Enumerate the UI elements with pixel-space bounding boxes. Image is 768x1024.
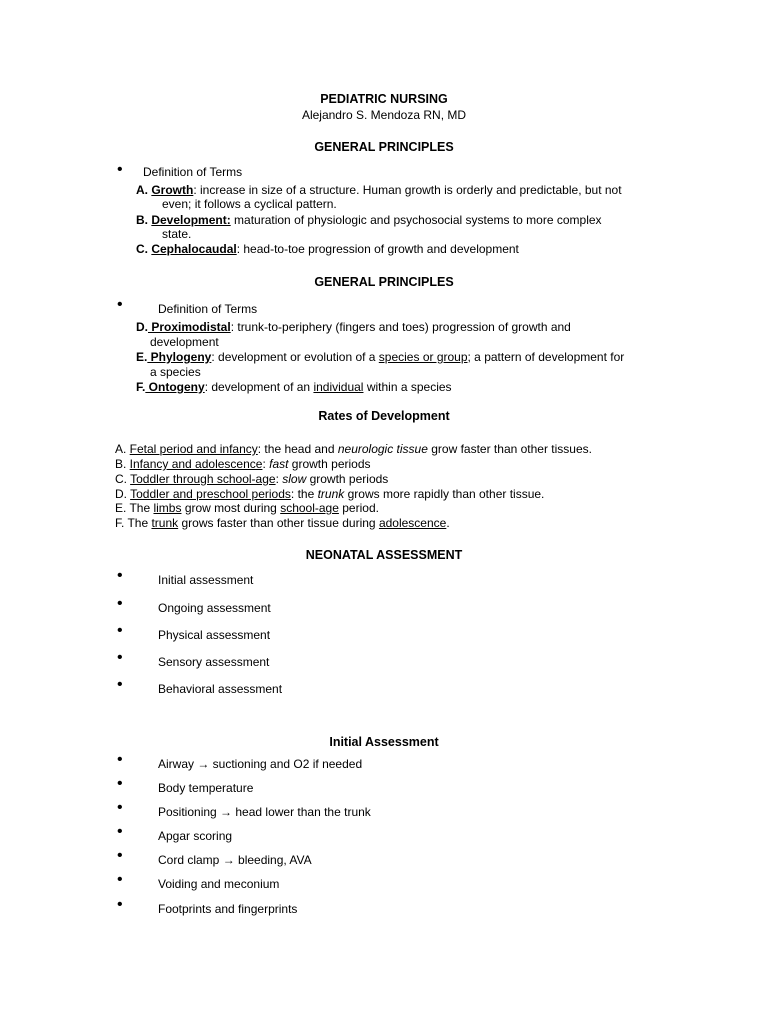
list-item: Initial assessment <box>158 573 254 587</box>
definition-text: : development or evolution of a <box>211 350 379 364</box>
list-item: Definition of Terms <box>158 302 258 316</box>
rate-prefix: B. <box>115 457 130 471</box>
bullet-icon: • <box>117 823 123 840</box>
rate-text: grow faster than other tissues. <box>427 442 592 456</box>
document-author: Alejandro S. Mendoza RN, MD <box>301 108 467 122</box>
definition-prefix: C. <box>136 242 152 256</box>
section-heading: NEONATAL ASSESSMENT <box>305 548 463 562</box>
definition-text: state. <box>162 227 192 241</box>
definition-text: even; it follows a cyclical pattern. <box>162 197 337 211</box>
rate-period: Toddler and preschool periods <box>130 487 291 501</box>
list-item: Definition of Terms <box>143 165 243 179</box>
rate-line <box>115 516 450 530</box>
definition-development <box>136 213 602 227</box>
rate-emphasis: trunk <box>317 487 345 501</box>
bullet-icon: • <box>117 847 123 864</box>
definition-term: Growth <box>151 183 194 197</box>
definition-growth <box>136 183 622 197</box>
rate-text: grow most during <box>181 501 281 515</box>
rate-period: Infancy and adolescence <box>129 457 263 471</box>
list-item: Apgar scoring <box>158 829 233 843</box>
rate-line <box>115 487 544 501</box>
section-heading: Initial Assessment <box>329 735 439 749</box>
rate-emphasis: slow <box>282 472 307 486</box>
rate-text: . <box>446 516 450 530</box>
list-item: Airway → suctioning and O2 if needed <box>158 757 363 771</box>
definition-text: within a species <box>363 380 452 394</box>
list-item: Cord clamp → bleeding, AVA <box>158 853 312 867</box>
definition-text: maturation of physiologic and psychosocial systems to more complex <box>230 213 602 227</box>
definition-term: Cephalocaudal <box>151 242 237 256</box>
list-item: Sensory assessment <box>158 655 270 669</box>
rate-period: limbs <box>153 501 182 515</box>
list-item: Positioning → head lower than the trunk <box>158 805 371 819</box>
definition-prefix: A. <box>136 183 152 197</box>
list-item: Footprints and fingerprints <box>158 902 298 916</box>
definition-prefix: D. <box>136 320 148 334</box>
definition-prefix: B. <box>136 213 152 227</box>
section-heading: Rates of Development <box>318 409 450 423</box>
rate-text: growth periods <box>306 472 389 486</box>
list-item: Voiding and meconium <box>158 877 280 891</box>
rate-line <box>115 501 379 515</box>
bullet-icon: • <box>117 676 123 693</box>
rate-period: adolescence <box>378 516 447 530</box>
rate-text: : <box>262 457 270 471</box>
rate-text: growth periods <box>288 457 371 471</box>
rate-emphasis: neurologic tissue <box>337 442 428 456</box>
bullet-icon: • <box>117 751 123 768</box>
section-heading: GENERAL PRINCIPLES <box>314 275 454 289</box>
rate-emphasis: fast <box>269 457 289 471</box>
bullet-icon: • <box>117 896 123 913</box>
definition-term: Development: <box>151 213 231 227</box>
definition-cephalocaudal <box>136 242 519 256</box>
bullet-icon: • <box>117 799 123 816</box>
definition-underlined: individual <box>313 380 364 394</box>
bullet-icon: • <box>117 161 123 178</box>
definition-proximodistal <box>136 320 571 334</box>
bullet-icon: • <box>117 567 123 584</box>
rate-text: grows more rapidly than other tissue. <box>344 487 545 501</box>
bullet-icon: • <box>117 296 123 313</box>
definition-text: : trunk-to-periphery (fingers and toes) progression of growth and <box>230 320 571 334</box>
rate-period: Fetal period and infancy <box>129 442 258 456</box>
bullet-icon: • <box>117 871 123 888</box>
rate-text: : <box>275 472 283 486</box>
definition-prefix: F. <box>136 380 146 394</box>
definition-term: Phylogeny <box>147 350 212 364</box>
list-item: Body temperature <box>158 781 254 795</box>
rate-period: trunk <box>151 516 179 530</box>
rate-text: : the head and <box>257 442 338 456</box>
rate-line <box>115 442 592 456</box>
rate-text: period. <box>338 501 379 515</box>
rate-line <box>115 457 371 471</box>
rate-period: Toddler through school-age <box>130 472 276 486</box>
definition-phylogeny <box>136 350 624 364</box>
definition-text: : head-to-toe progression of growth and development <box>236 242 519 256</box>
rate-text: grows faster than other tissue during <box>178 516 379 530</box>
definition-text: a species <box>150 365 201 379</box>
definition-text: : increase in size of a structure. Human growth is orderly and predictable, but not <box>193 183 622 197</box>
rate-text: : the <box>290 487 318 501</box>
definition-underlined: species or group <box>378 350 468 364</box>
definition-text: ; a pattern of development for <box>467 350 625 364</box>
definition-term: Ontogeny <box>145 380 205 394</box>
rate-prefix: F. The <box>115 516 152 530</box>
bullet-icon: • <box>117 649 123 666</box>
list-item: Physical assessment <box>158 628 271 642</box>
bullet-icon: • <box>117 775 123 792</box>
document-title: PEDIATRIC NURSING <box>320 92 448 106</box>
rate-period: school-age <box>280 501 339 515</box>
section-heading: GENERAL PRINCIPLES <box>314 140 454 154</box>
rate-line <box>115 472 388 486</box>
definition-text: development <box>150 335 219 349</box>
definition-prefix: E. <box>136 350 148 364</box>
bullet-icon: • <box>117 622 123 639</box>
rate-prefix: E. The <box>115 501 154 515</box>
list-item: Ongoing assessment <box>158 601 271 615</box>
rate-prefix: C. <box>115 472 131 486</box>
bullet-icon: • <box>117 595 123 612</box>
definition-term: Proximodistal <box>148 320 231 334</box>
definition-text: : development of an <box>204 380 314 394</box>
rate-prefix: D. <box>115 487 131 501</box>
rate-prefix: A. <box>115 442 130 456</box>
definition-ontogeny <box>136 380 452 394</box>
list-item: Behavioral assessment <box>158 682 283 696</box>
